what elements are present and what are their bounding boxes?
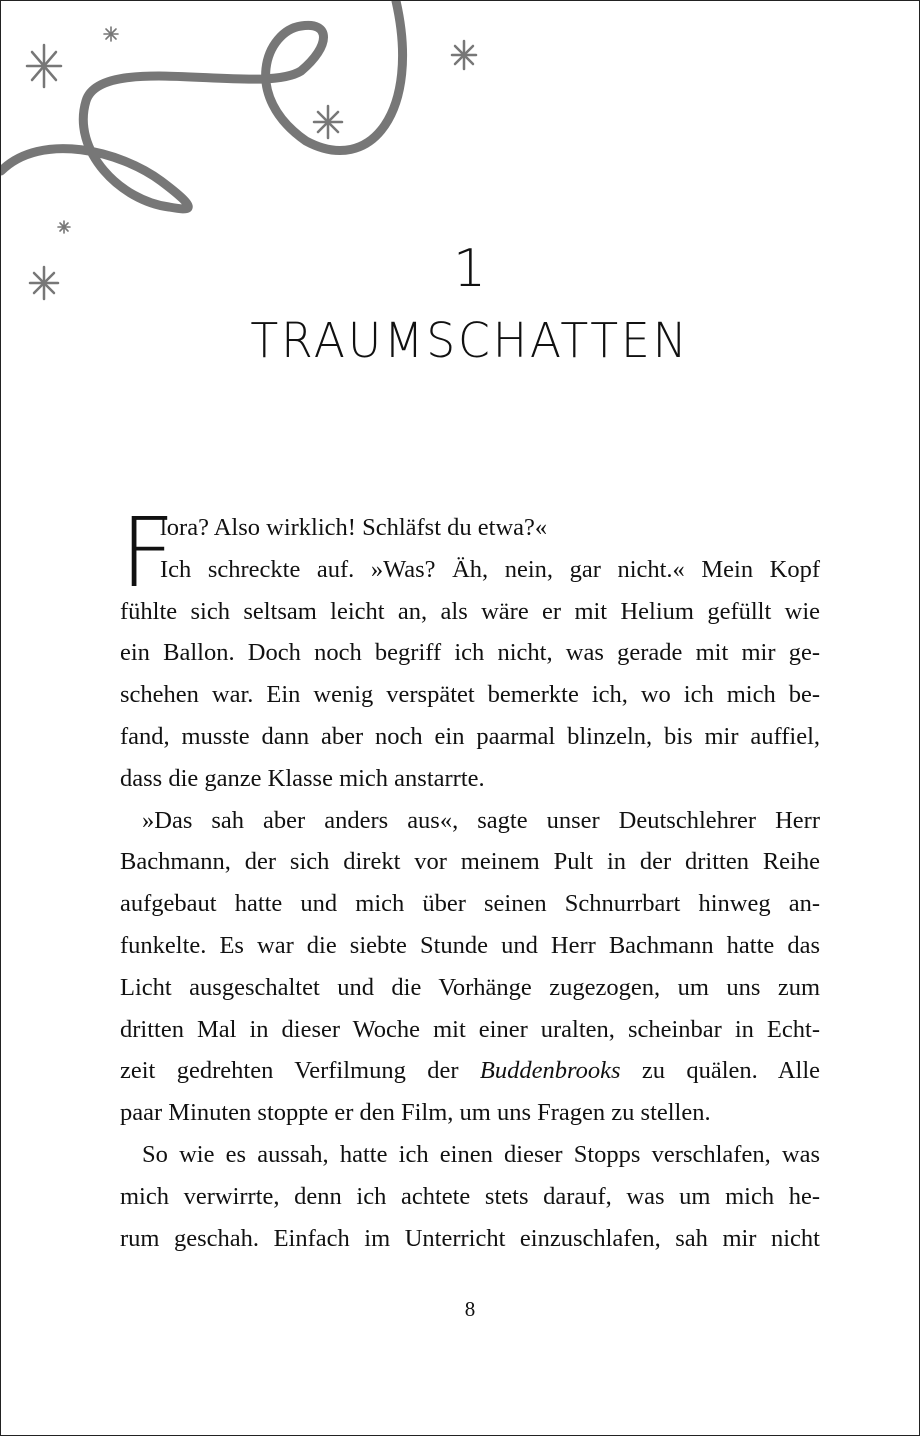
- text-line: fühlte sich seltsam leicht an, als wäre er mit Helium gefüllt wie: [120, 597, 820, 625]
- text-line: lora? Also wirklich! Schläfst du etwa?«: [160, 514, 548, 541]
- text-fragment: zu quälen. Alle: [641, 1057, 821, 1085]
- sparkle-small-icon: [58, 221, 70, 233]
- text-line: rum geschah. Einfach im Unterricht einzuschlafen, sah mir nicht: [120, 1224, 820, 1252]
- text-line: fand, musste dann aber noch ein paarmal blinzeln, bis mir auffiel,: [120, 722, 820, 750]
- text-line: ein Ballon. Doch noch begriff ich nicht, was gerade mit mir ge-: [120, 639, 820, 667]
- text-fragment: zeit gedrehten Verfilmung der: [120, 1057, 459, 1085]
- drop-cap: F: [120, 497, 176, 609]
- sparkle-star-icon: [314, 106, 342, 138]
- sparkle-star-icon: [452, 41, 476, 69]
- chapter-text: [120, 497, 821, 1259]
- text-line: mich verwirrte, denn ich achtete stets darauf, was um mich he-: [120, 1182, 820, 1210]
- text-line: funkelte. Es war die siebte Stunde und Herr Bachmann hatte das: [120, 931, 820, 959]
- text-line: »Das sah aber anders aus«, sagte unser Deutschlehrer Herr: [142, 806, 820, 834]
- chapter-number: 1: [452, 239, 488, 299]
- text-line: Licht ausgeschaltet und die Vorhänge zugezogen, um uns zum: [120, 973, 820, 1001]
- sparkle-star-icon: [27, 45, 61, 87]
- text-line: paar Minuten stoppte er den Film, um uns Fragen zu stellen.: [120, 1099, 711, 1127]
- text-line: Ich schreckte auf. »Was? Äh, nein, gar nicht.« Mein Kopf: [160, 555, 820, 583]
- text-line: schehen war. Ein wenig verspätet bemerkte ich, wo ich mich be-: [120, 681, 820, 709]
- sparkle-small-icon: [104, 27, 118, 41]
- text-line-with-title: [120, 1050, 820, 1092]
- text-line: aufgebaut hatte und mich über seinen Schnurrbart hinweg an-: [120, 890, 820, 918]
- swirl-ribbon: [1, 1, 403, 209]
- book-title: Buddenbrooks: [479, 1057, 621, 1085]
- text-line: So wie es aussah, hatte ich einen dieser Stopps verschlafen, was: [142, 1140, 820, 1168]
- text-line: dritten Mal in dieser Woche mit einer uralten, scheinbar in Echt-: [120, 1015, 820, 1043]
- chapter-title: TRAUMSCHATTEN: [250, 313, 690, 369]
- text-line: dass die ganze Klasse mich anstarrte.: [120, 764, 485, 792]
- text-line: Bachmann, der sich direkt vor meinem Pult in der dritten Reihe: [120, 848, 820, 876]
- page-number: 8: [464, 1297, 476, 1321]
